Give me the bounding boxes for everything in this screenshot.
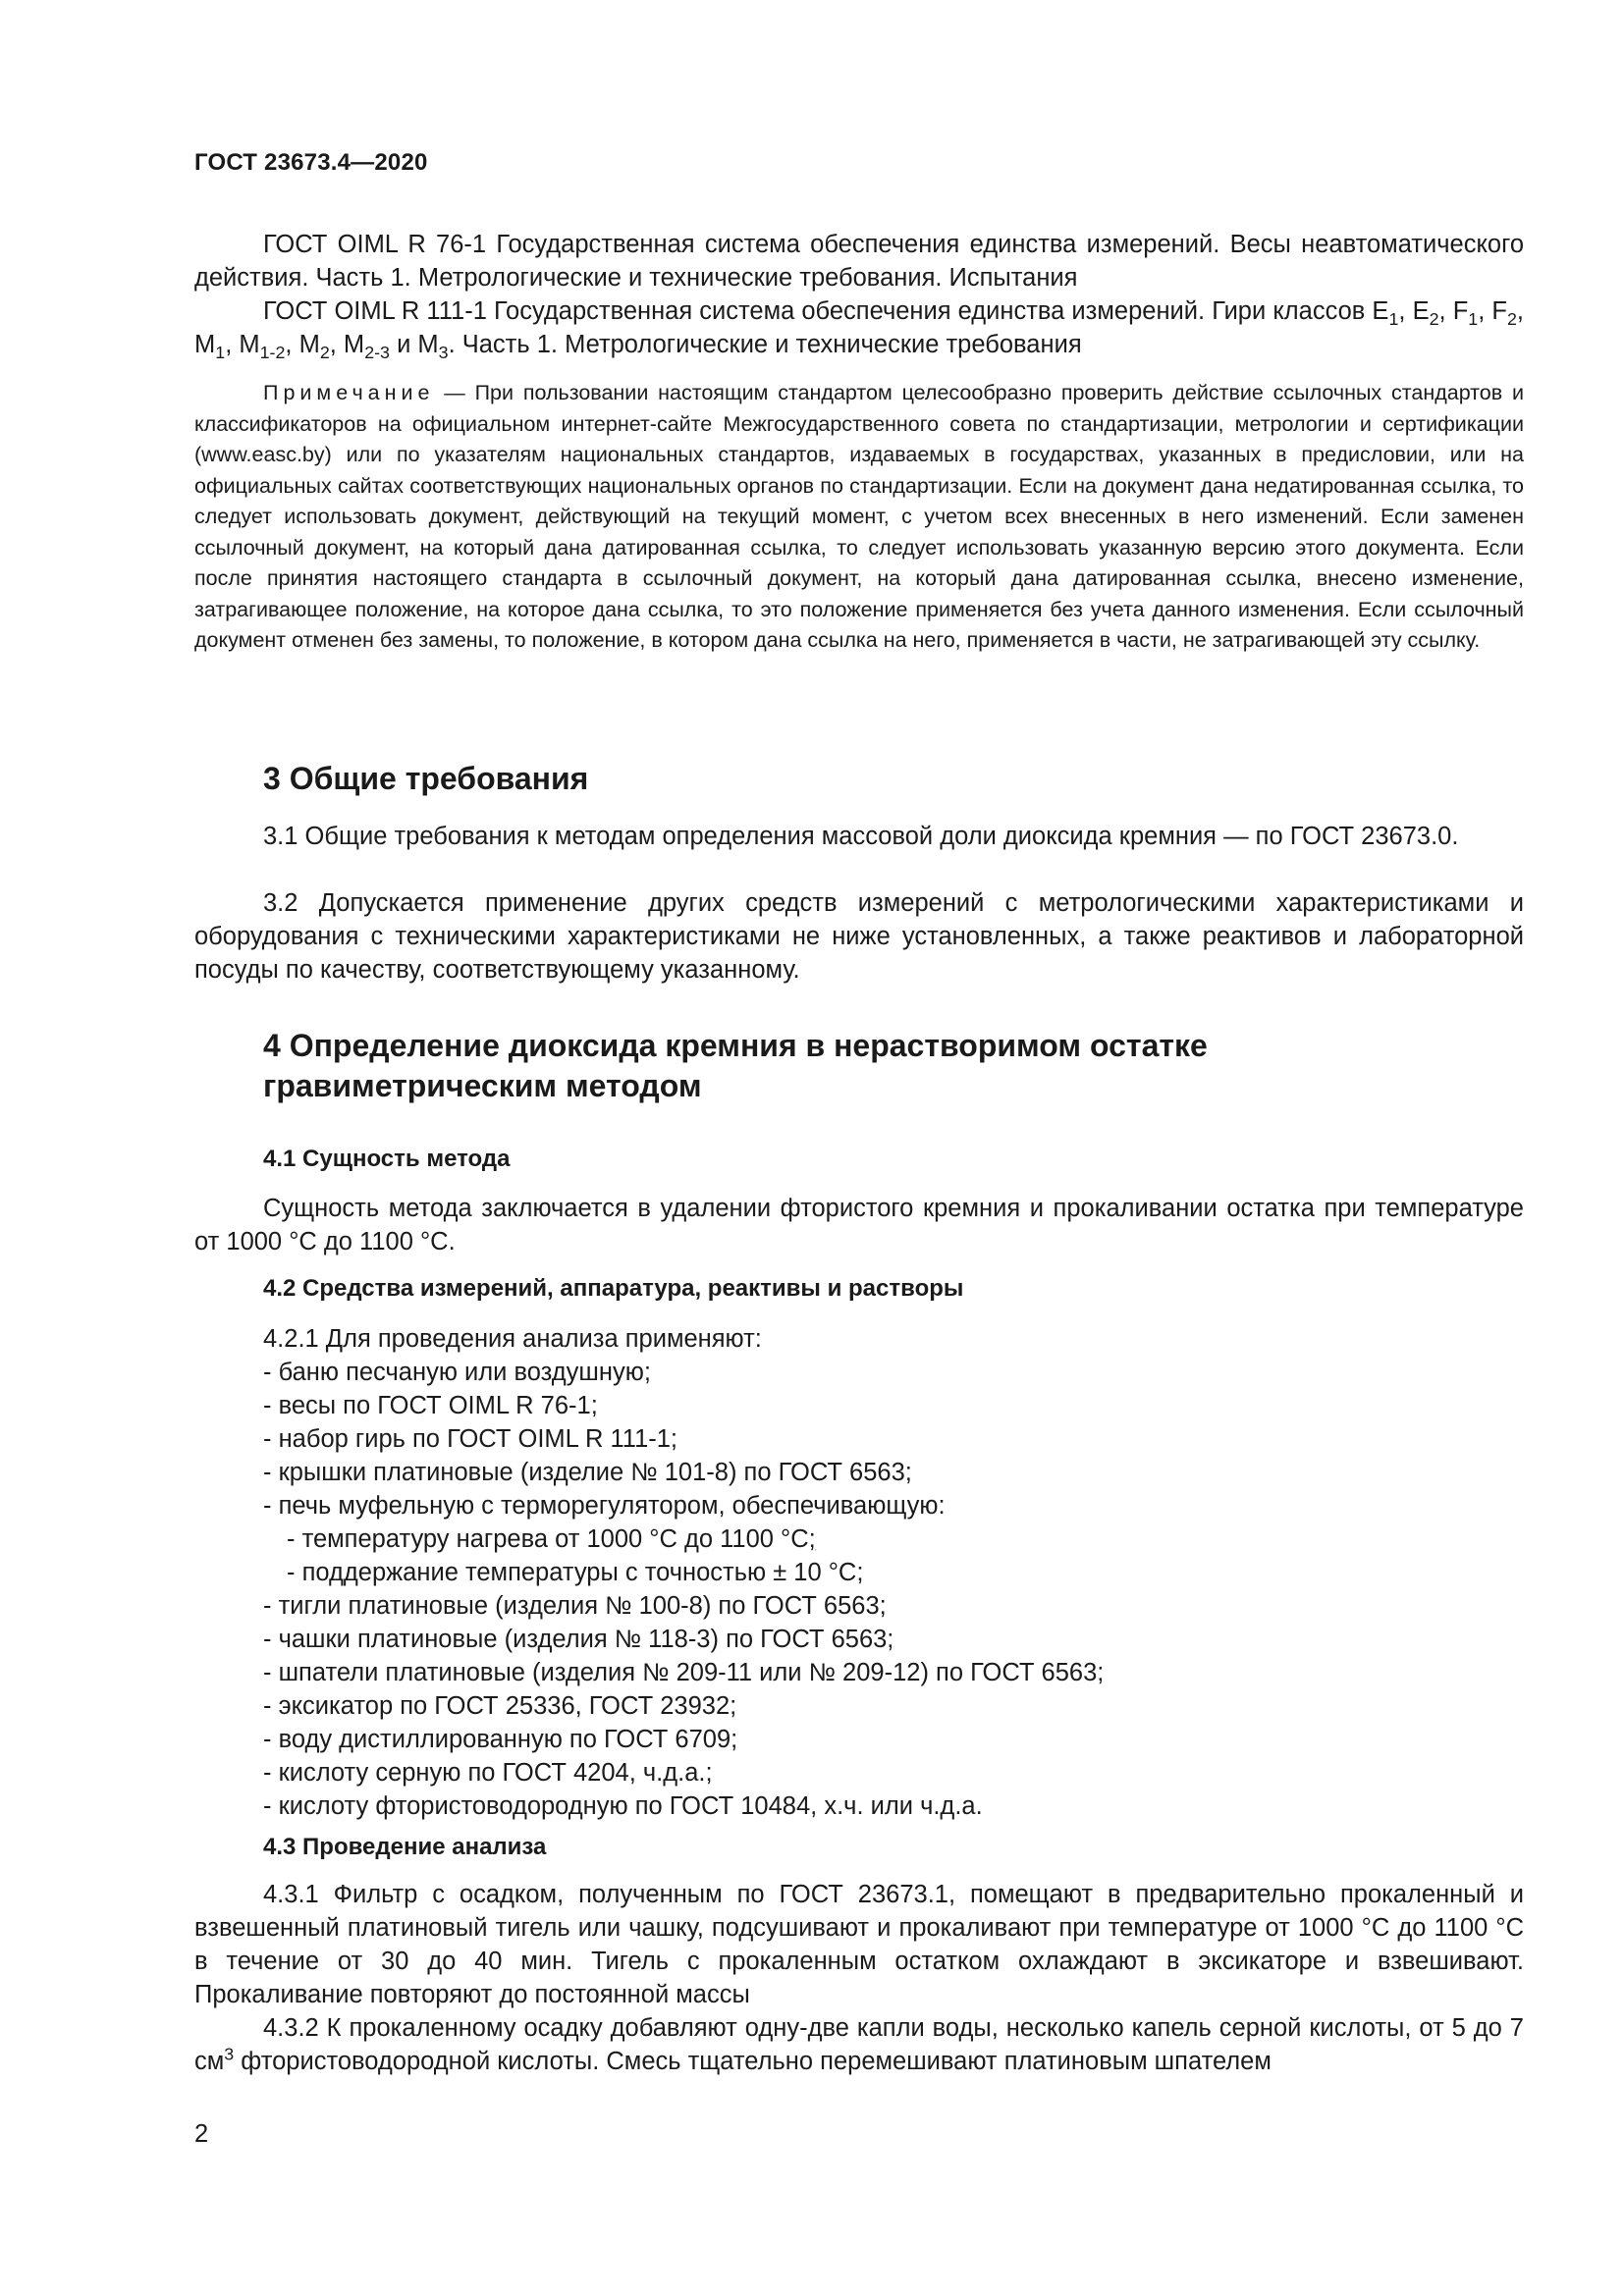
para-3-2: 3.2 Допускается применение других средств измерений с метрологическими характеристиками и оборудования с техническими характеристиками не ниже установленных, а также реактивов и лабораторной посуды по качеству, соответствующему указанному. [194,889,1524,984]
list-intro: 4.2.1 Для проведения анализа применяют: [263,1325,762,1353]
section-4-3-title: 4.3 Проведение анализа [263,1834,547,1860]
note-paragraph: Примечание — При пользовании настоящим стандартом целесообразно проверить действие ссылочных стандартов и классификаторов на официальном интернет-сайте Межгосударственного совета по стандартизации, метрологии и сертификации (www.easc.by) или по указателям национальных стандартов, издаваемых в государствах, указанных в предисловии, или на официальных сайтах соответствующих национальных органов по стандартизации. Если на документ дана недатированная ссылка, то следует использовать документ, действующий на текущий момент, с учетом всех внесенных в него изменений. Если заменен ссылочный документ, на который дана датированная ссылка, то следует использовать указанную версию этого документа. Если после принятия настоящего стандарта в ссылочный документ, на который дана датированная ссылка, внесено изменение, затрагивающее положение, на которое дана ссылка, то это положение применяется без учета данного изменения. Если ссылочный документ отменен без замены, то положение, в котором дана ссылка на него, применяется в части, не затрагивающей эту ссылку. [194,381,1524,652]
page-number: 2 [194,2120,209,2148]
equipment-list [194,1322,1104,1823]
list-item: - эксикатор по ГОСТ 25336, ГОСТ 23932; [263,1692,737,1720]
sub-list-item: - поддержание температуры с точностью ± 10 °С; [287,1559,864,1586]
para-3-1: 3.1 Общие требования к методам определения массовой доли диоксида кремния — по ГОСТ 23673.0. [263,823,1459,850]
list-item: - тигли платиновые (изделия № 100-8) по ГОСТ 6563; [263,1592,887,1620]
section-3-title: 3 Общие требования [263,761,589,796]
ref-oiml-r76: ГОСТ OIML R 76-1 Государственная система обеспечения единства измерений. Весы неавтоматического действия. Часть 1. Метрологические и технические требования. Испытания [194,231,1524,292]
list-item: - воду дистиллированную по ГОСТ 6709; [263,1726,738,1753]
list-item: - кислоту фтористоводородную по ГОСТ 10484, х.ч. или ч.д.а. [263,1792,983,1820]
para-4-3-2: 4.3.2 К прокаленному осадку добавляют одну-две капли воды, несколько капель серной кислоты, от 5 до 7 $см^3$ фтористоводородной кислоты. Смесь тщательно перемешивают платиновым шпателем [194,2014,1524,2075]
section-4-title: 4 Определение диоксида кремния в нерастворимом остатке гравиметрическим методом [263,1028,1208,1103]
section-4-2-title: 4.2 Средства измерений, аппаратура, реактивы и растворы [263,1275,964,1302]
list-item: - весы по ГОСТ OIML R 76-1; [263,1392,598,1419]
document-header: ГОСТ 23673.4—2020 [194,149,428,176]
list-item: - крышки платиновые (изделие № 101-8) по ГОСТ 6563; [263,1459,912,1486]
para-4-3-1: 4.3.1 Фильтр с осадком, полученным по ГОСТ 23673.1, помещают в предварительно прокаленный и взвешенный платиновый тигель или чашку, подсушивают и прокаливают при температуре от 1000 °С до 1100 °С в течение от 30 до 40 мин. Тигель с прокаленным остатком охлаждают в эксикаторе и взвешивают. Прокаливание повторяют до постоянной массы [194,1881,1524,2008]
list-item: - чашки платиновые (изделия № 118-3) по ГОСТ 6563; [263,1626,894,1653]
list-item: - набор гирь по ГОСТ OIML R 111-1; [263,1425,678,1453]
section-4-1-title: 4.1 Сущность метода [263,1146,511,1172]
list-item: - баню песчаную или воздушную; [263,1359,651,1386]
list-item: - шпатели платиновые (изделия № 209-11 или № 209-12) по ГОСТ 6563; [263,1659,1105,1686]
list-item: - печь муфельную с терморегулятором, обеспечивающую: [263,1492,946,1520]
para-4-1: Сущность метода заключается в удалении фтористого кремния и прокаливании остатка при температуре от 1000 °С до 1100 °С. [194,1195,1524,1255]
sub-list-item: - температуру нагрева от 1000 °С до 1100 °С; [287,1525,816,1553]
list-item: - кислоту серную по ГОСТ 4204, ч.д.а.; [263,1759,713,1787]
ref-oiml-r111: ГОСТ OIML R 111-1 Государственная система обеспечения единства измерений. Гири классов $E_1$, $E_2$, $F_1$, $F_2$, $M_1$, $M_{1-2}$, $M_2$, $M_{2-3}$ и $M_3$. Часть 1. Метрологические и технические требования [194,297,1525,363]
note-label: Примечание [263,381,435,404]
